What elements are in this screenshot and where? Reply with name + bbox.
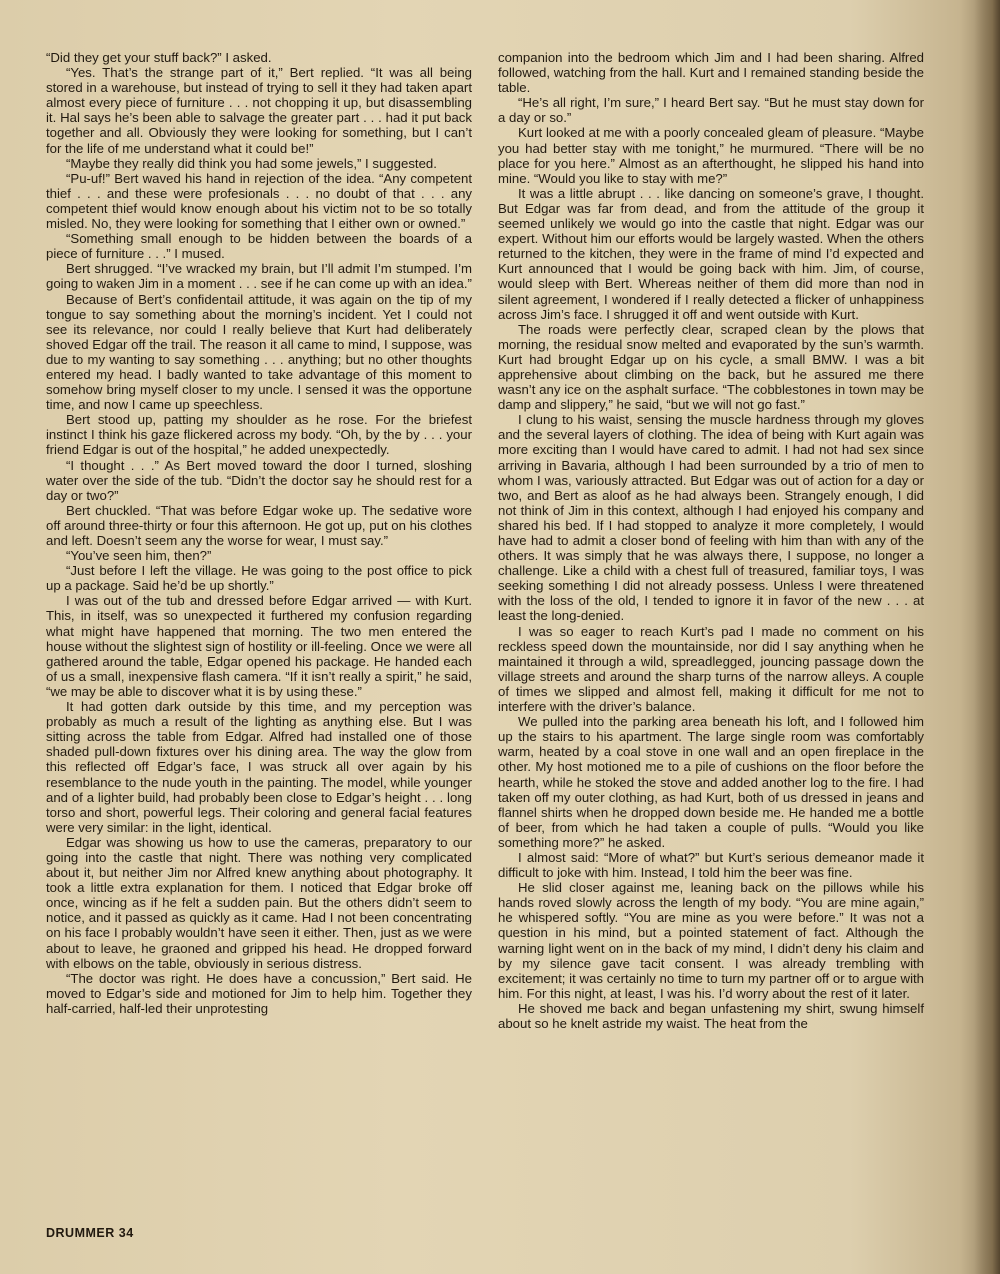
paragraph: “He’s all right, I’m sure,” I heard Bert say. “But he must stay down for a day or so.” bbox=[498, 95, 924, 126]
paragraph: I almost said: “More of what?” but Kurt’s serious demeanor made it difficult to joke with him. Instead, I told him the beer was fine. bbox=[498, 849, 924, 881]
paragraph: It was a little abrupt . . . like dancing on someone’s grave, I thought. But Edgar was far from dead, and from the attitude of the group it seemed unlikely we would go into the castle that night. Edgar was our expert. Without him our efforts would be largely wasted. When the others returned to the kitchen, they were in the frame of mind I’d expected and Kurt announced that I would be going back with him. Jim, of course, would sleep with Bert. Whereas neither of them did more than nod in silent agreement, I wondered if I really detected a flicker of unhappiness across Jim’s face. I shrugged it off and went outside with Kurt. bbox=[498, 185, 924, 322]
page-binding-shadow bbox=[974, 0, 1000, 1274]
paragraph: Because of Bert’s confidentail attitude, it was again on the tip of my tongue to say something about the morning’s incident. Yet I could not see its relevance, nor could I really believe that Kurt had deliberately shoved Edgar off the trail. The reason it all came to mind, I suppose, was due to my wanting to say something . . . anything; but no other thoughts entered my head. I badly wanted to take advantage of this moment to somehow bring myself closer to my uncle. I sensed it was the opportune time, and now I came up speechless. bbox=[46, 291, 472, 413]
page-footer: DRUMMER 34 bbox=[46, 1226, 134, 1240]
paragraph: “Yes. That’s the strange part of it,” Bert replied. “It was all being stored in a warehouse, but instead of trying to sell it they had taken apart almost every piece of furniture . . . not chopping it up, but disassembling it. Hal says he’s been able to salvage the greater part . . . had it put back together and all. Obviously they were looking for something, but I can’t for the life of me understand what it could be!” bbox=[46, 65, 472, 156]
paragraph: We pulled into the parking area beneath his loft, and I followed him up the stairs to his apartment. The large single room was comfortably warm, heated by a coal stove in one wall and an open fireplace in the other. My host motioned me to a pile of cushions on the floor before the hearth, while he stoked the stove and added another log to the fire. I had taken off my outer clothing, as had Kurt, both of us dressed in jeans and flannel shirts when he dropped down beside me. He handed me a bottle of beer, from which he had taken a couple of pulls. “Would you like something more?” he asked. bbox=[498, 714, 924, 850]
paragraph: Edgar was showing us how to use the cameras, preparatory to our going into the castle that night. There was nothing very complicated about it, but neither Jim nor Alfred knew anything about photography. It took a little extra explanation for them. I noticed that Edgar broke off once, wincing as if he felt a sudden pain. But the others didn’t seem to notice, and it passed as quickly as it came. Had I not been concentrating on his face I probably wouldn’t have seen it either. Then, just as we were about to leave, he graoned and gripped his head. He dropped forward with elbows on the table, obviously in serious distress. bbox=[46, 834, 472, 971]
paragraph: Kurt looked at me with a poorly concealed gleam of pleasure. “Maybe you had better stay with me tonight,” he murmured. “There will be no place for you here.” Almost as an afterthought, he slipped his hand into mine. “Would you like to stay with me?” bbox=[498, 125, 924, 186]
paragraph: “You’ve seen him, then?” bbox=[66, 548, 212, 564]
paragraph: The roads were perfectly clear, scraped clean by the plows that morning, the residual snow melted and evaporated by the sun’s warmth. Kurt had brought Edgar up on his cycle, a small BMW. I was a bit apprehensive about climbing on the back, but he assured me there wasn’t any ice on the asphalt surface. “The cobblestones in town may be damp and slippery,” he said, “but we will not go fast.” bbox=[498, 321, 924, 413]
paragraph: He slid closer against me, leaning back on the pillows while his hands roved slowly across the length of my body. “You are mine again,” he whispered softly. “You are mine as you were before.” It was not a question in his mind, but a pointed statement of fact. Although the warning light went on in the back of my mind, I didn’t deny his claim and by my silence gave tacit consent. I was already trembling with excitement; it was certainly no time to turn my partner off or to argue with him. For this night, at least, I was his. I’d worry about the rest of it later. bbox=[498, 880, 924, 1001]
paragraph: It had gotten dark outside by this time, and my perception was probably as much a result of the lighting as anything else. But I was sitting across the table from Edgar. Alfred had installed one of those shaded pull-down fixtures over his dining area. The way the glow from this reflected off Edgar’s face, I was struck all over again by his resemblance to the nude youth in the painting. The model, while younger and of a lighter build, had probably been close to Edgar’s height . . . long torso and short, powerful legs. Their coloring and general facial features were very similar: in the light, identical. bbox=[46, 699, 472, 835]
paragraph: “Something small enough to be hidden between the boards of a piece of furniture . . .” I mused. bbox=[46, 231, 472, 262]
paragraph: “Maybe they really did think you had some jewels,” I suggested. bbox=[66, 155, 437, 171]
paragraph: I was out of the tub and dressed before Edgar arrived — with Kurt. This, in itself, was so unexpected it furthered my confusion regarding what might have happened that morning. The two men entered the house without the slightest sign of hostility or ill-feeling. Once we were all gathered around the table, Edgar opened his package. He handed each of us a small, inexpensive flash camera. “If it isn’t really a spirit,” he said, “we may be able to discover what it is by using these.” bbox=[46, 593, 472, 699]
paragraph: “I thought . . .” As Bert moved toward the door I turned, sloshing water over the side of the tub. “Didn’t the doctor say he should rest for a day or two?” bbox=[46, 457, 472, 503]
paragraph: companion into the bedroom which Jim and I had been sharing. Alfred followed, watching from the hall. Kurt and I remained standing beside the table. bbox=[498, 50, 924, 96]
paragraph: Bert stood up, patting my shoulder as he rose. For the briefest instinct I think his gaze flickered across my body. “Oh, by the by . . . your friend Edgar is out of the hospital,” he added unexpectedly. bbox=[46, 412, 472, 458]
paragraph: “Just before I left the village. He was going to the post office to pick up a package. Said he’d be up shortly.” bbox=[46, 563, 472, 594]
paragraph: “The doctor was right. He does have a concussion,” Bert said. He moved to Edgar’s side and motioned for Jim to help him. Together they half-carried, half-led their unprotesting bbox=[46, 970, 472, 1016]
paragraph: “Did they get your stuff back?” I asked. bbox=[46, 50, 272, 65]
paragraph: Bert shrugged. “I’ve wracked my brain, but I’ll admit I’m stumped. I’m going to waken Jim in a moment . . . see if he can come up with an idea.” bbox=[46, 261, 472, 292]
paragraph: I was so eager to reach Kurt’s pad I made no comment on his reckless speed down the mountainside, nor did I say anything when he maintained it through a wild, spreadlegged, jouncing passage down the village streets and around the sharp turns of the narrow alleys. A couple of times we slipped and almost fell, making it difficult for me not to interfere with the driver’s balance. bbox=[498, 623, 924, 715]
paragraph: “Pu-uf!” Bert waved his hand in rejection of the idea. “Any competent thief . . . and these were profesionals . . . no doubt of that . . . any competent thief would know enough about his victim not to be so totally misled. No, they were looking for something that I either own or owned.” bbox=[46, 170, 472, 232]
paragraph: I clung to his waist, sensing the muscle hardness through my gloves and the several layers of clothing. The idea of being with Kurt again was more exciting than I would have cared to admit. I had not had sex since arriving in Bavaria, although I had been surrounded by a trio of men to whom I was, variously attracted. But Edgar was out of action for a day or two, and Bert as aloof as he had always been. Strangely enough, I did not think of Jim in this context, although I had enjoyed his company and shared his bed. If I had stopped to analyze it more completely, I would have had to admit a closer bond of feeling with him than with any of the others. It was simply that he was always there, I suppose, no longer a challenge. Like a child with a chest full of treasured, familiar toys, I was seeking something I did not already possess. Unless I were threatened with the loss of the old, I tended to ignore it in favor of the new . . . at least the long-denied. bbox=[498, 412, 924, 624]
paragraph: He shoved me back and began unfastening my shirt, swung himself about so he knelt astride my waist. The heat from the bbox=[498, 1000, 924, 1031]
paragraph: Bert chuckled. “That was before Edgar woke up. The sedative wore off around three-thirty or four this afternoon. He got up, put on his clothes and left. Doesn’t seem any the worse for wear, I must say.” bbox=[46, 502, 472, 548]
left-column bbox=[46, 50, 472, 1016]
right-column bbox=[498, 50, 924, 1031]
